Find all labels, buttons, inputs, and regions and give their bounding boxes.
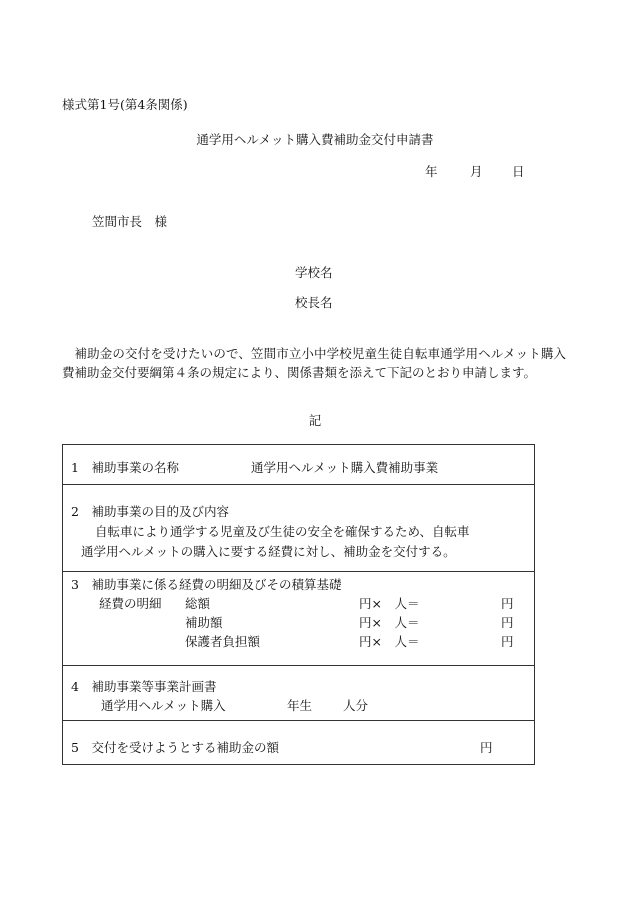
school-name-label: 学校名	[295, 265, 333, 280]
expense-guardian-name: 保護者負担額	[185, 634, 261, 649]
date-year: 年	[425, 164, 438, 179]
expense-total-calc: 円× 人＝	[359, 596, 420, 611]
date-month: 月	[470, 164, 483, 179]
plan-purchase: 通学用ヘルメット購入	[101, 698, 226, 713]
item-2-row	[63, 484, 534, 572]
item-2-line-1: 自転車により通学する児童及び生徒の安全を確保するため、自転車	[95, 524, 470, 539]
item-4-label: 4 補助事業等事業計画書	[71, 679, 217, 694]
expense-detail-label: 経費の明細	[99, 596, 162, 611]
item-3-label: 3 補助事業に係る経費の明細及びその積算基礎	[71, 577, 342, 592]
item-1-label: 1 補助事業の名称	[71, 460, 179, 475]
expense-total-unit: 円	[501, 596, 514, 611]
ki-heading: 記	[308, 413, 322, 428]
principal-name-label: 校長名	[295, 295, 333, 310]
item-4-row	[63, 665, 534, 721]
item-1-row	[63, 445, 534, 485]
document-title: 通学用ヘルメット購入費補助金交付申請書	[196, 132, 434, 147]
item-3-row	[63, 571, 534, 666]
expense-subsidy-name: 補助額	[185, 615, 223, 630]
item-5-unit: 円	[480, 740, 493, 755]
form-number: 様式第1号(第4条関係)	[62, 97, 188, 112]
addressee: 笠間市長 様	[92, 214, 168, 229]
item-2-label: 2 補助事業の目的及び内容	[71, 504, 229, 519]
application-statement: 補助金の交付を受けたいので、笠間市立小中学校児童生徒自転車通学用ヘルメット購入費補助金交付要綱第４条の規定により、関係書類を添えて下記のとおり申請します。	[62, 346, 566, 380]
expense-guardian-calc: 円× 人＝	[359, 634, 420, 649]
expense-guardian-unit: 円	[501, 634, 514, 649]
application-details-table	[62, 444, 535, 765]
plan-grade: 年生	[287, 698, 313, 713]
expense-subsidy-unit: 円	[501, 615, 514, 630]
item-5-label: 5 交付を受けようとする補助金の額	[71, 740, 279, 755]
date-day: 日	[512, 164, 525, 179]
item-1-value: 通学用ヘルメット購入費補助事業	[251, 460, 439, 475]
expense-subsidy-calc: 円× 人＝	[359, 615, 420, 630]
plan-people: 人分	[343, 698, 369, 713]
expense-total-name: 総額	[185, 596, 211, 611]
item-2-line-2: 通学用ヘルメットの購入に要する経費に対し、補助金を交付する。	[81, 544, 456, 559]
item-5-row	[63, 720, 534, 764]
